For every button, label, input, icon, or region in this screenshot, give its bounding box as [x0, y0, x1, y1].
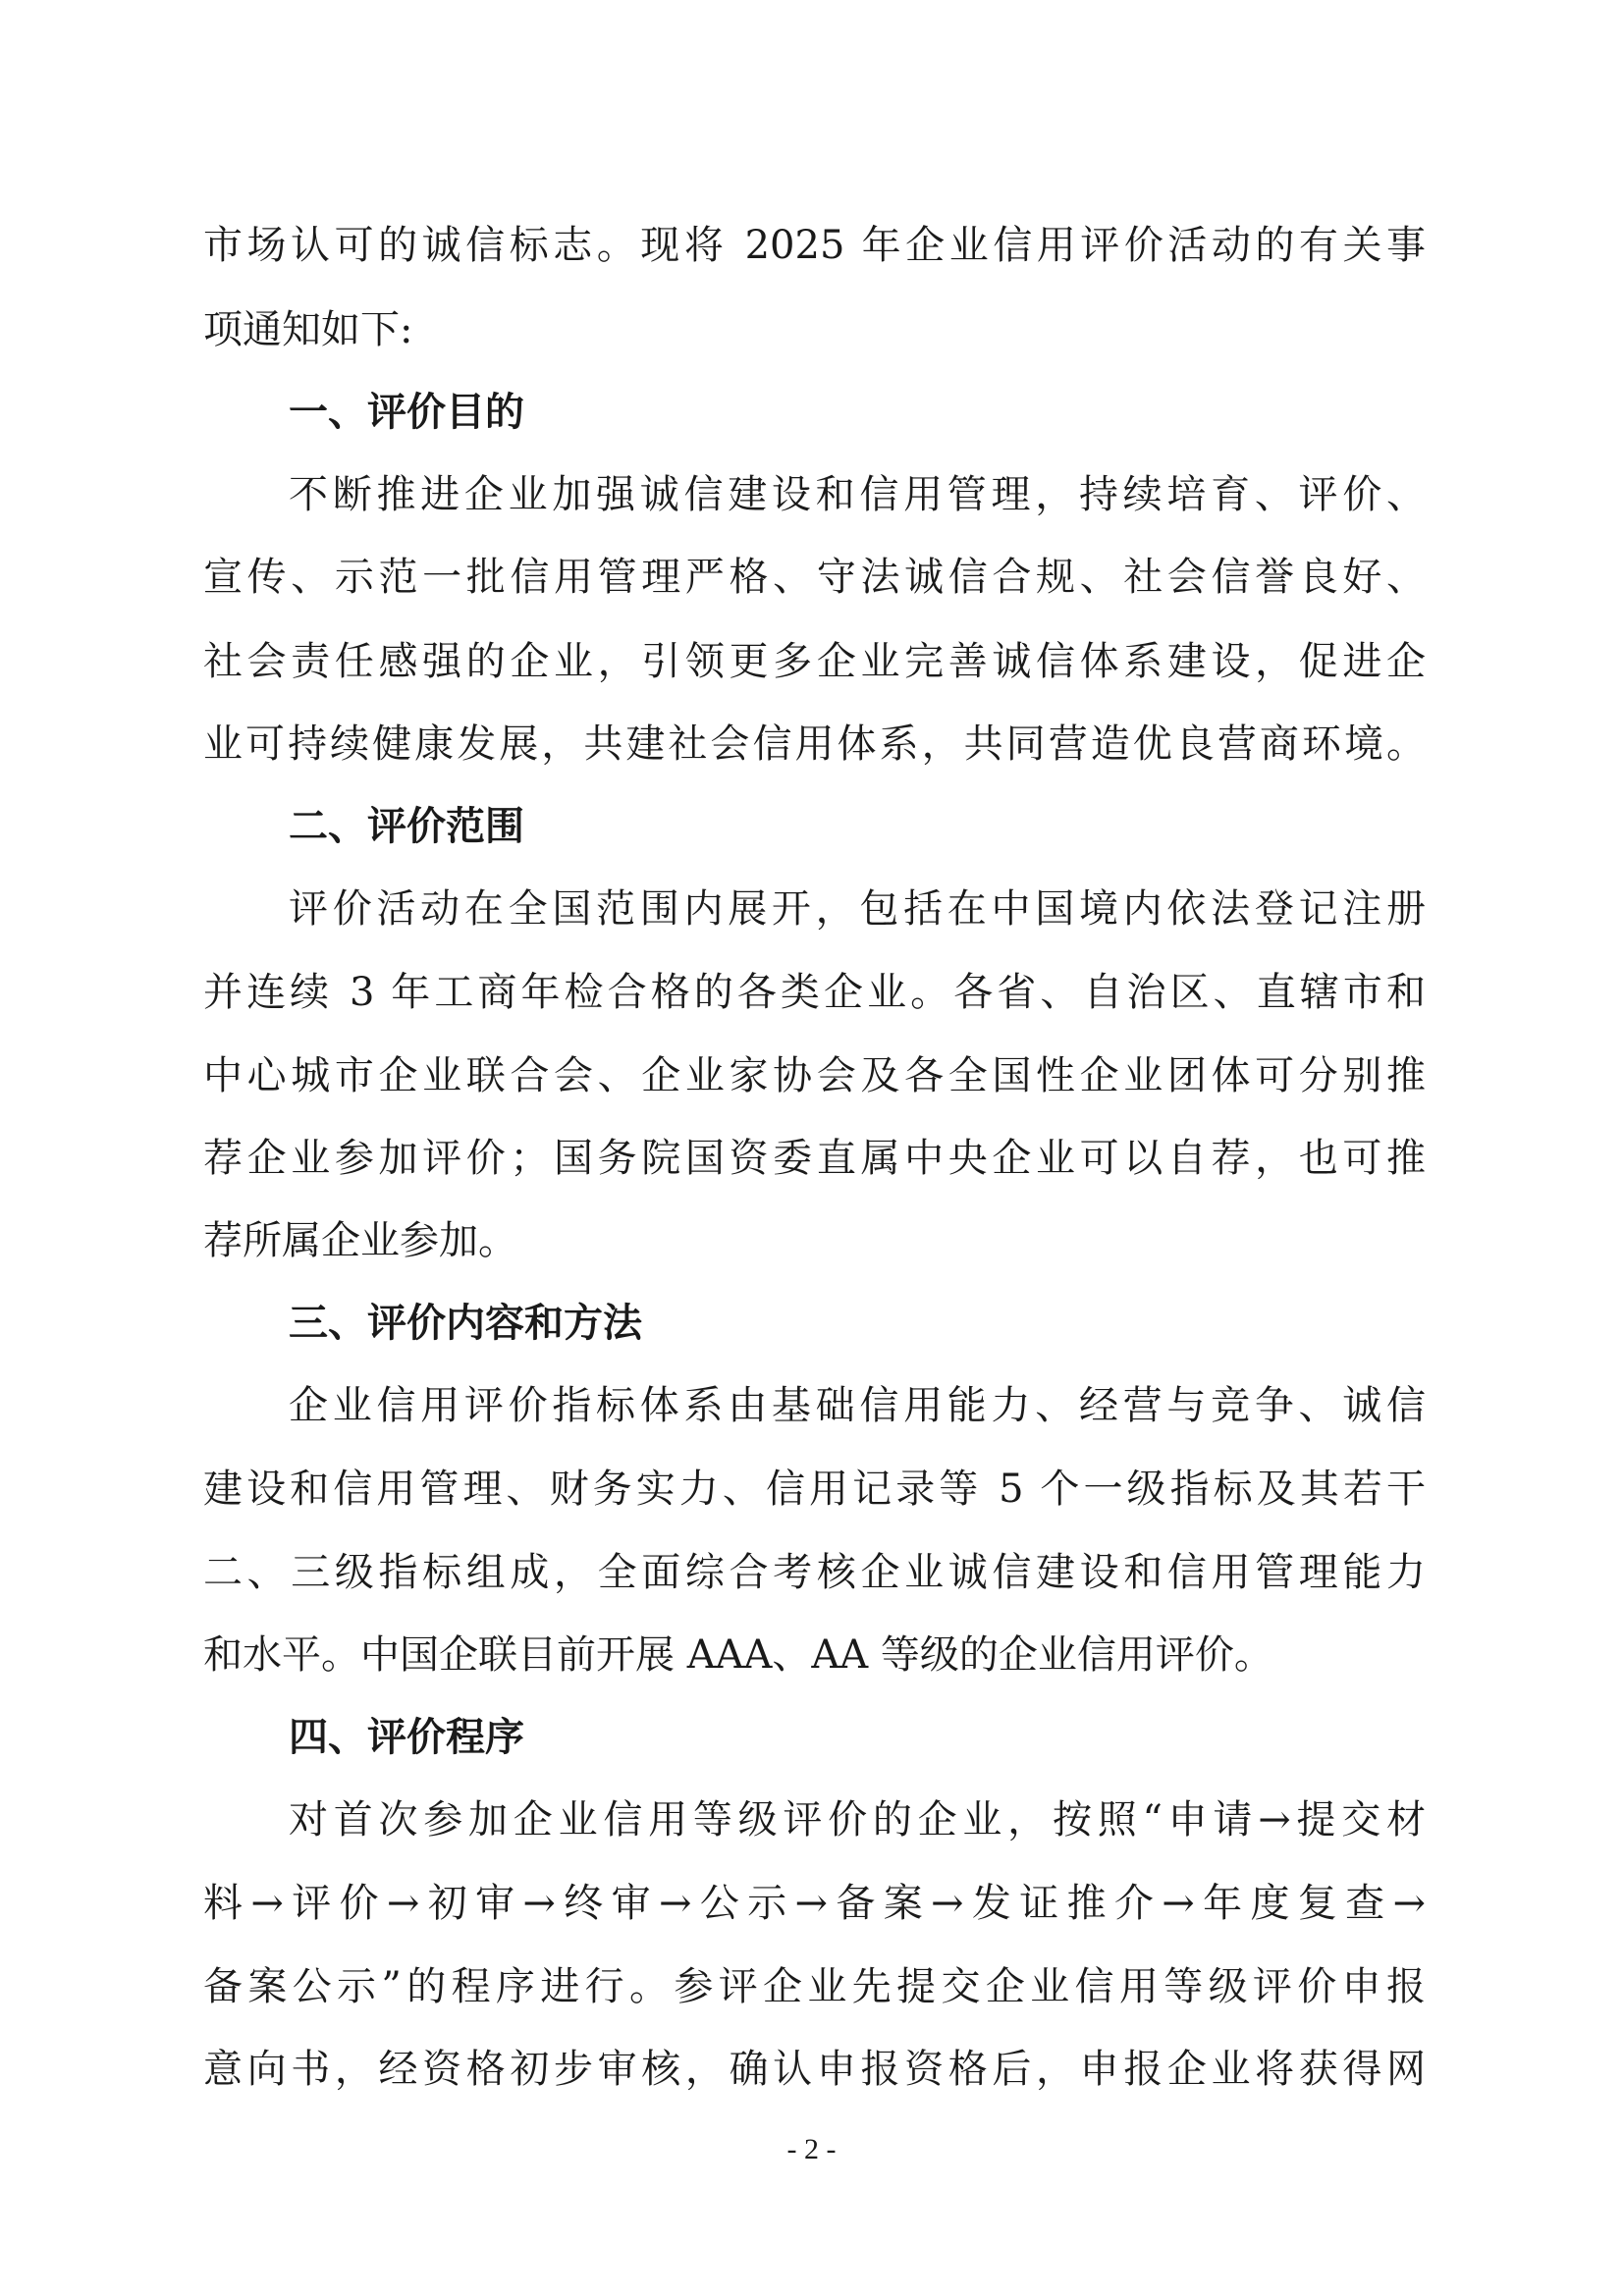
section-2-line-3: 中心城市企业联合会、企业家协会及各全国性企业团体可分别推: [203, 1053, 1426, 1098]
section-4-line-1: 对首次参加企业信用等级评价的企业，按照“申请→提交材: [289, 1797, 1426, 1842]
section-4-line-2: 料→评价→初审→终审→公示→备案→发证推介→年度复查→: [203, 1881, 1426, 1926]
section-1-heading: 一、评价目的: [289, 390, 524, 435]
section-1-line-1: 不断推进企业加强诚信建设和信用管理，持续培育、评价、: [289, 472, 1426, 517]
intro-line-1: 市场认可的诚信标志。现将 2025 年企业信用评价活动的有关事: [203, 223, 1426, 268]
section-1-line-4: 业可持续健康发展，共建社会信用体系，共同营造优良营商环境。: [203, 721, 1426, 767]
section-2-line-1: 评价活动在全国范围内展开，包括在中国境内依法登记注册: [289, 886, 1426, 932]
section-3-line-3: 二、三级指标组成，全面综合考核企业诚信建设和信用管理能力: [203, 1550, 1426, 1595]
section-2-line-5: 荐所属企业参加。: [203, 1218, 517, 1263]
section-3-line-4: 和水平。中国企联目前开展 AAA、AA 等级的企业信用评价。: [203, 1632, 1273, 1678]
intro-line-2: 项通知如下:: [203, 307, 413, 352]
section-3-line-1: 企业信用评价指标体系由基础信用能力、经营与竞争、诚信: [289, 1383, 1426, 1428]
section-1-line-3: 社会责任感强的企业，引领更多企业完善诚信体系建设，促进企: [203, 639, 1426, 684]
section-3-heading: 三、评价内容和方法: [289, 1301, 642, 1346]
section-1-line-2: 宣传、示范一批信用管理严格、守法诚信合规、社会信誉良好、: [203, 555, 1426, 600]
section-4-line-4: 意向书，经资格初步审核，确认申报资格后，申报企业将获得网: [203, 2047, 1426, 2092]
page-number: - 2 -: [786, 2133, 837, 2165]
section-4-heading: 四、评价程序: [289, 1715, 524, 1760]
section-3-line-2: 建设和信用管理、财务实力、信用记录等 5 个一级指标及其若干: [203, 1467, 1426, 1512]
section-2-line-4: 荐企业参加评价；国务院国资委直属中央企业可以自荐，也可推: [203, 1136, 1426, 1181]
section-2-heading: 二、评价范围: [289, 804, 524, 849]
section-2-line-2: 并连续 3 年工商年检合格的各类企业。各省、自治区、直辖市和: [203, 970, 1426, 1015]
section-4-line-3: 备案公示”的程序进行。参评企业先提交企业信用等级评价申报: [203, 1964, 1426, 2009]
